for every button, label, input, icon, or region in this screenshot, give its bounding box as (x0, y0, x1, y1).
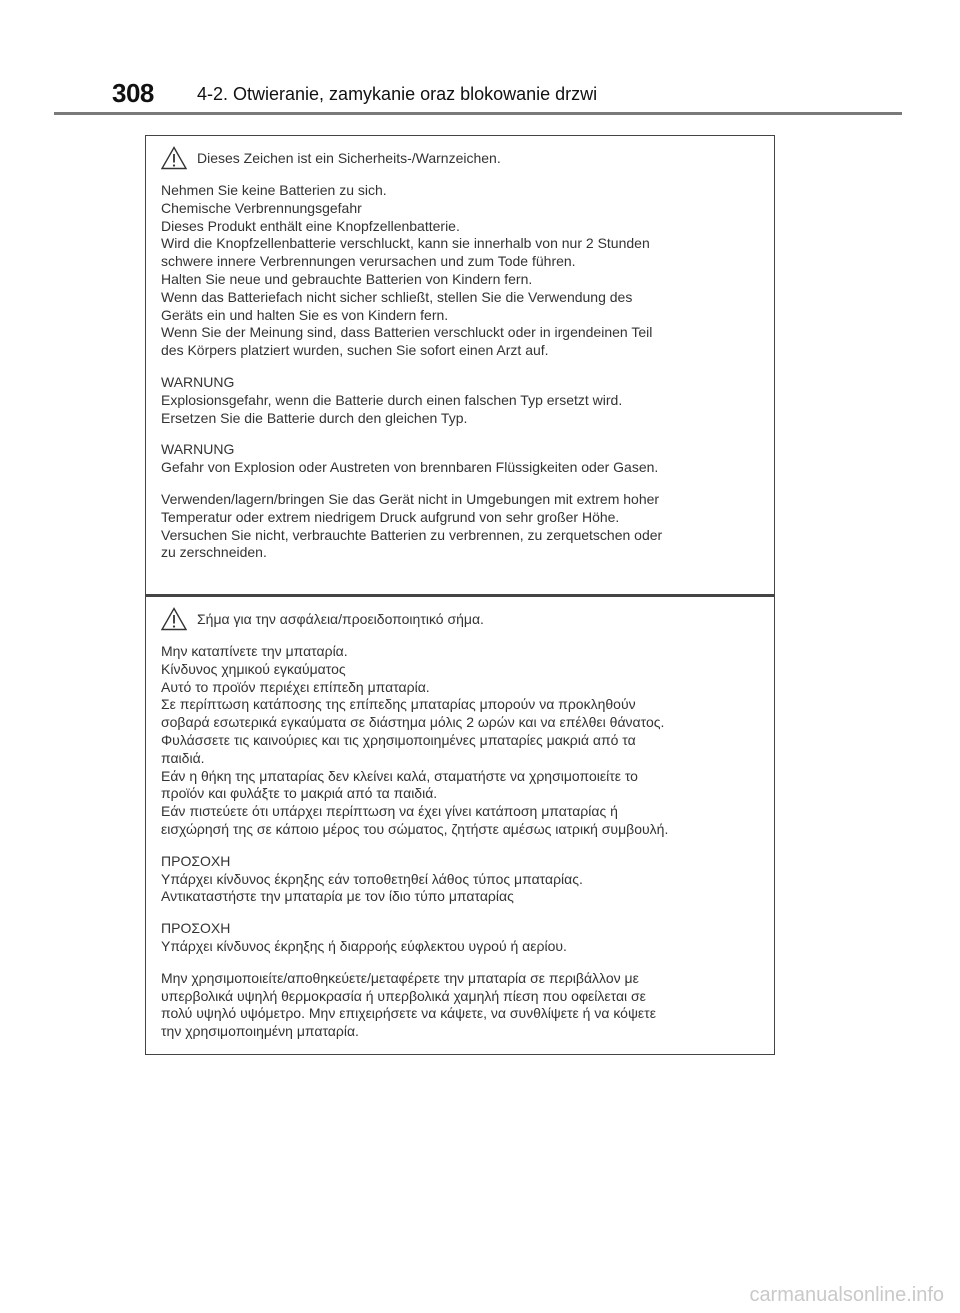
greek-warning-box (145, 595, 775, 1055)
german-paragraph: Verwenden/lagern/bringen Sie das Gerät nicht in Umgebungen mit extrem hoher Temperatur oder extrem niedrigem Druck aufgrund von sehr großer Höhe. Versuchen Sie nicht, verbrauchte Batterien zu verbrennen, zu zerquetschen oder zu zerschneiden. (161, 490, 663, 561)
german-paragraph: WARNUNG Gefahr von Explosion oder Austreten von brennbaren Flüssigkeiten oder Gasen. (161, 441, 659, 476)
warning-triangle-icon (161, 146, 187, 170)
greek-paragraph: Μην χρησιμοποιείτε/αποθηκεύετε/μεταφέρετε την μπαταρία σε περιβάλλον με υπερβολικά υψηλή θερμοκρασία ή υπερβολικά χαμηλή πίεση που οφείλεται σε πολύ υψηλό υψόμετρο. Μην επιχειρήσετε να κάψετε, να συνθλίψετε ή να κόψετε την χρησιμοποιημένη μπαταρία. (161, 969, 656, 1040)
greek-paragraph: ΠΡΟΣΟΧΗ Υπάρχει κίνδυνος έκρηξης ή διαρροής εύφλεκτου υγρού ή αερίου. (161, 920, 567, 954)
greek-warning-header (161, 603, 762, 635)
greek-paragraph: ΠΡΟΣΟΧΗ Υπάρχει κίνδυνος έκρηξης εάν τοποθετηθεί λάθος τύπος μπαταρίας. Αντικαταστήστε την μπαταρία με τον ίδιο τύπο μπαταρίας (161, 852, 583, 905)
german-warning-header (161, 142, 762, 174)
greek-warning-title: Σήμα για την ασφάλεια/προειδοποιητικό σήμα. (197, 611, 484, 627)
german-warning-title: Dieses Zeichen ist ein Sicherheits-/Warnzeichen. (197, 150, 501, 166)
page-number: 308 (112, 78, 154, 108)
greek-paragraph: Μην καταπίνετε την μπαταρία. Κίνδυνος χημικού εγκαύματος Αυτό το προϊόν περιέχει επίπεδη μπαταρία. Σε περίπτωση κατάποσης της επίπεδης μπαταρίας μπορούν να προκληθούν σοβαρά εσωτερικά εγκαύματα σε διάστημα μόλις 2 ωρών και να επέλθει θάνατος. Φυλάσσετε τις καινούριες και τις χρησιμοποιημένες μπαταρίες μακριά από τα παιδιά. Εάν η θήκη της μπαταρίας δεν κλείνει καλά, σταματήστε να χρησιμοποιείτε το προϊόν και φυλάξτε το μακριά από τα παιδιά. Εάν πιστεύετε ότι υπάρχει περίπτωση να έχει γίνει κατάποση μπαταρίας ή εισχώρησή της σε κάποιο μέρος του σώματος, ζητήστε αμέσως ιατρική συμβουλή. (161, 643, 669, 837)
german-warning-box (145, 135, 775, 595)
watermark: carmanualsonline.info (749, 1284, 944, 1306)
warning-triangle-icon (161, 607, 187, 631)
german-paragraph: Nehmen Sie keine Batterien zu sich. Chemische Verbrennungsgefahr Dieses Produkt enthält eine Knopfzellenbatterie. Wird die Knopfzellenbatterie verschluckt, kann sie innerhalb von nur 2 Stunden schwere innere Verbrennungen verursachen und zum Tode führen. Halten Sie neue und gebrauchte Batterien von Kindern fern. Wenn das Batteriefach nicht sicher schließt, stellen Sie die Verwendung des Geräts ein und halten Sie es von Kindern fern. Wenn Sie der Meinung sind, dass Batterien verschluckt oder in irgendeinen Teil des Körpers platziert wurden, suchen Sie sofort einen Arzt auf. (161, 182, 653, 359)
page-header (0, 0, 960, 120)
chapter-title: 4-2. Otwieranie, zamykanie oraz blokowanie drzwi (197, 84, 598, 104)
german-paragraph: WARNUNG Explosionsgefahr, wenn die Batterie durch einen falschen Typ ersetzt wird. Ersetzen Sie die Batterie durch den gleichen Typ. (161, 373, 623, 426)
header-rule (54, 112, 902, 115)
